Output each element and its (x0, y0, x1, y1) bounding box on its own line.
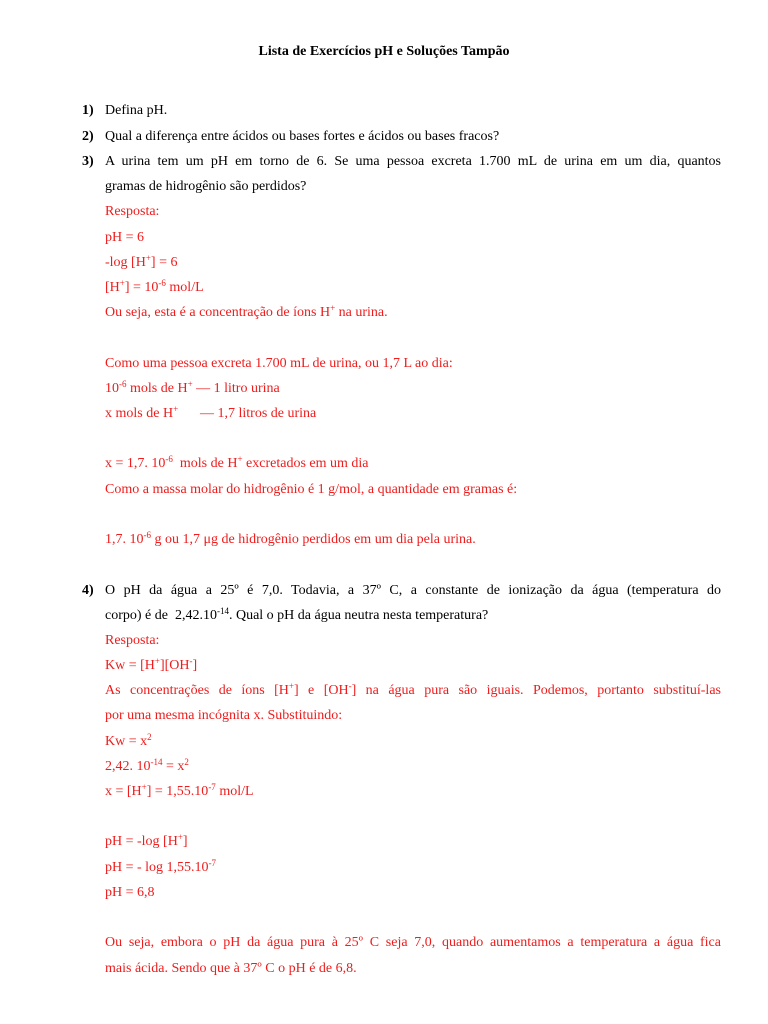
answer-3-x-result: x = 1,7. $10^{-6}$ mols de H+ excretados em um dia (105, 454, 369, 471)
answer-4-ph-2: pH = - $\log 1,55.10^{-7}$ (105, 858, 217, 875)
answer-3-ratio-2-left: x mols de H+ (105, 404, 179, 421)
answer-3-log-equation: -log [H+] = 6 (105, 253, 178, 270)
answer-3-ratio-1: $10^{-6}$ mols de H+ — 1 litro urina (105, 379, 280, 396)
question-1-text: Defina pH. (105, 103, 168, 118)
answer-3-ph: pH = 6 (105, 230, 145, 245)
answer-4-equation: 2,42. $10^{-14} = x^2$ (105, 757, 189, 774)
answer-4-x-value: $x = [H^+] = 1,55.10^{-7}$ mol/L (105, 782, 254, 799)
answer-4-conclusion-1: Ou seja, embora o pH da água pura à 25º C seja 7,0, quando aumentamos a temperatura a água fica (105, 935, 721, 950)
answer-4-kw-x: $Kw = x^2$ (105, 732, 152, 749)
answer-3-ions-note: Ou seja, esta é a concentração de íons H+ na urina. (105, 303, 388, 320)
answer-4-conclusion-2: mais ácida. Sendo que à 37º C o pH é de 6,8. (105, 961, 357, 976)
answer-3-ratio-2-right: — 1,7 litros de urina (200, 406, 317, 421)
page-title: Lista de Exercícios pH e Soluções Tampão (258, 44, 510, 59)
answer-4-kw: Kw = [H+][OH-] (105, 656, 198, 673)
question-number-4: 4) (82, 583, 94, 598)
answer-3-final: 1,7. $10^{-6}$ g ou 1,7 μg de hidrogênio perdidos em um dia pela urina. (105, 530, 476, 547)
question-4-line-2: corpo) é de $2,42.10^{-14}$. Qual o pH da água neutra nesta temperatura? (105, 606, 489, 623)
question-2-text: Qual a diferença entre ácidos ou bases fortes e ácidos ou bases fracos? (105, 129, 500, 144)
question-number-3: 3) (82, 154, 94, 169)
question-number-2: 2) (82, 129, 94, 144)
answer-3-label: Resposta: (105, 204, 160, 219)
answer-3-concentration: $[H^+] = 10^{-6}$ mol/L (105, 278, 204, 295)
answer-4-paragraph-1: As concentrações de íons [H+] e [OH-] na água pura são iguais. Podemos, portanto substituí-las (105, 681, 721, 698)
answer-3-molar-mass: Como a massa molar do hidrogênio é 1 g/mol, a quantidade em gramas é: (105, 482, 518, 497)
answer-4-paragraph-2: por uma mesma incógnita x. Substituindo: (105, 708, 343, 723)
question-4-line-1: O pH da água a 25º é 7,0. Todavia, a 37º C, a constante de ionização da água (temperatura do (105, 583, 721, 598)
question-3-line-2: gramas de hidrogênio são perdidos? (105, 179, 307, 194)
answer-4-ph-3: pH = 6,8 (105, 885, 155, 900)
answer-4-label: Resposta: (105, 633, 160, 648)
answer-4-ph-1: pH = -log [H+] (105, 832, 188, 849)
question-number-1: 1) (82, 103, 94, 118)
answer-3-excretion: Como uma pessoa excreta 1.700 mL de urina, ou 1,7 L ao dia: (105, 356, 453, 371)
question-3-line-1: A urina tem um pH em torno de 6. Se uma pessoa excreta 1.700 mL de urina em um dia, quantos (105, 154, 721, 169)
